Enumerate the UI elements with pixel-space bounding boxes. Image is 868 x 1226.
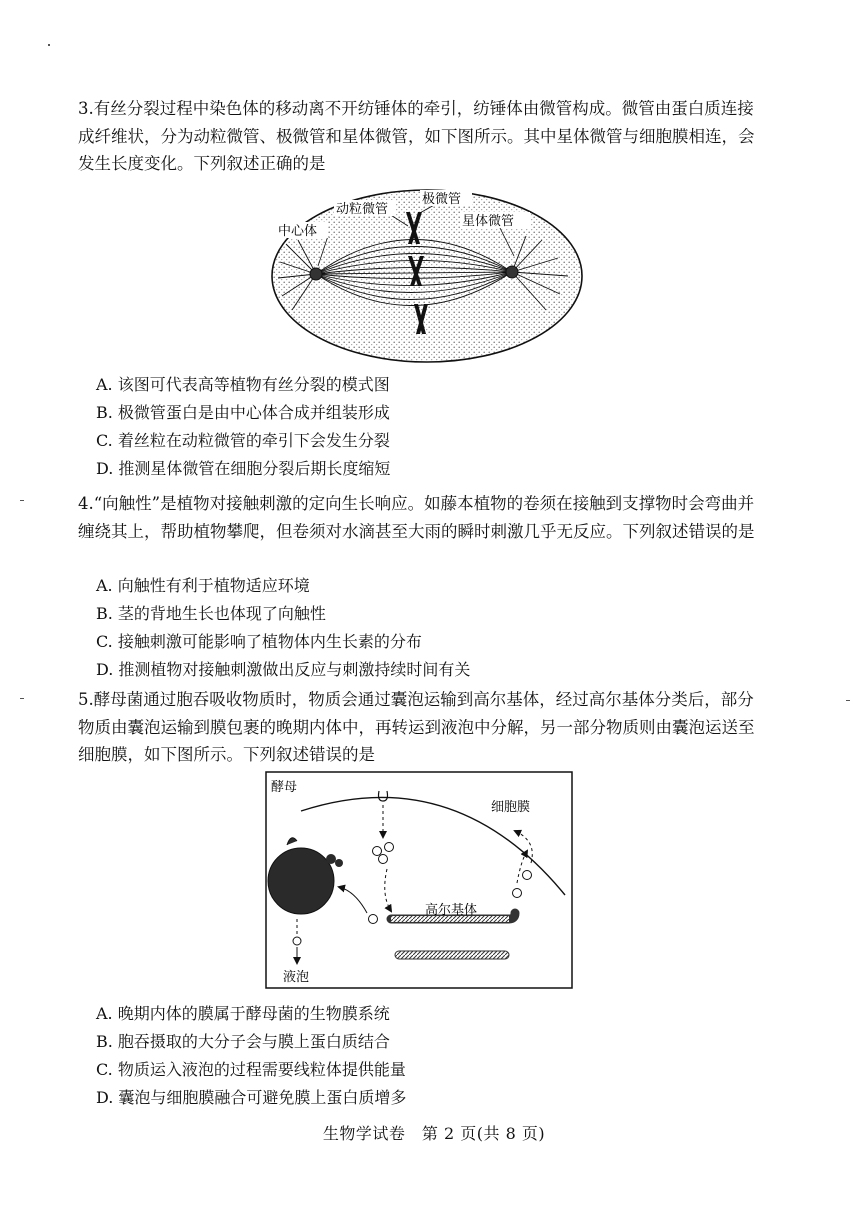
scan-speck <box>20 698 24 699</box>
yeast-transport-figure <box>265 771 573 989</box>
centrosome-right <box>506 266 518 278</box>
question-3-option-b: B. 极微管蛋白是由中心体合成并组装形成 <box>96 403 390 422</box>
question-text: 酵母菌通过胞吞吸收物质时，物质会通过囊泡运输到高尔基体，经过高尔基体分类后，部分物质由囊泡运输到膜包裹的晚期内体中，再转运到液泡中分解，另一部分物质则由囊泡运送至细胞膜，如下图所示。下列叙述错误的是 <box>78 690 755 764</box>
label-cell-membrane: 细胞膜 <box>491 800 531 815</box>
centrosome-left <box>310 268 322 280</box>
late-endosome <box>268 848 334 914</box>
question-text: “向触性”是植物对接触刺激的定向生长响应。如藤本植物的卷须在接触到支撑物时会弯曲并缠绕其上，帮助植物攀爬，但卷须对水滴甚至大雨的瞬时刺激几乎无反应。下列叙述错误的是 <box>78 494 755 541</box>
scan-speck <box>846 700 850 701</box>
scan-speck <box>48 44 50 46</box>
question-4-option-b: B. 茎的背地生长也体现了向触性 <box>96 604 326 623</box>
scan-speck <box>20 500 24 501</box>
question-text: 有丝分裂过程中染色体的移动离不开纺锤体的牵引，纺锤体由微管构成。微管由蛋白质连接成纤维状，分为动粒微管、极微管和星体微管，如下图所示。其中星体微管与细胞膜相连，会发生长度变化。下列叙述正确的是 <box>78 99 755 173</box>
question-3-option-d: D. 推测星体微管在细胞分裂后期长度缩短 <box>96 459 391 478</box>
spindle-figure <box>268 186 586 366</box>
label-yeast: 酵母 <box>271 780 298 795</box>
question-3-option-c: C. 着丝粒在动粒微管的牵引下会发生分裂 <box>96 431 390 450</box>
question-5-option-d: D. 囊泡与细胞膜融合可避免膜上蛋白质增多 <box>96 1088 407 1107</box>
page-footer: 生物学试卷 第 2 页(共 8 页) <box>322 1124 546 1143</box>
golgi-lower <box>395 951 509 959</box>
label-polar-mt: 极微管 <box>422 192 462 207</box>
question-3-stem <box>78 95 768 178</box>
question-number: 5. <box>78 690 94 709</box>
question-5-option-c: C. 物质运入液泡的过程需要线粒体提供能量 <box>96 1060 406 1079</box>
question-5-stem <box>78 686 768 769</box>
question-5-option-a: A. 晚期内体的膜属于酵母菌的生物膜系统 <box>96 1004 390 1023</box>
question-4-stem <box>78 490 768 545</box>
label-kinetochore-mt: 动粒微管 <box>336 202 389 217</box>
label-centrosome: 中心体 <box>278 224 318 239</box>
question-number: 3. <box>78 99 94 118</box>
question-3-option-a: A. 该图可代表高等植物有丝分裂的模式图 <box>96 375 390 394</box>
question-4-option-d: D. 推测植物对接触刺激做出反应与刺激持续时间有关 <box>96 660 471 679</box>
question-number: 4. <box>78 494 94 513</box>
question-4-option-c: C. 接触刺激可能影响了植物体内生长素的分布 <box>96 632 422 651</box>
label-vacuole: 液泡 <box>283 970 310 985</box>
label-golgi: 高尔基体 <box>425 903 478 918</box>
question-4-option-a: A. 向触性有利于植物适应环境 <box>96 576 310 595</box>
question-5-option-b: B. 胞吞摄取的大分子会与膜上蛋白质结合 <box>96 1032 390 1051</box>
label-astral-mt: 星体微管 <box>462 214 515 229</box>
